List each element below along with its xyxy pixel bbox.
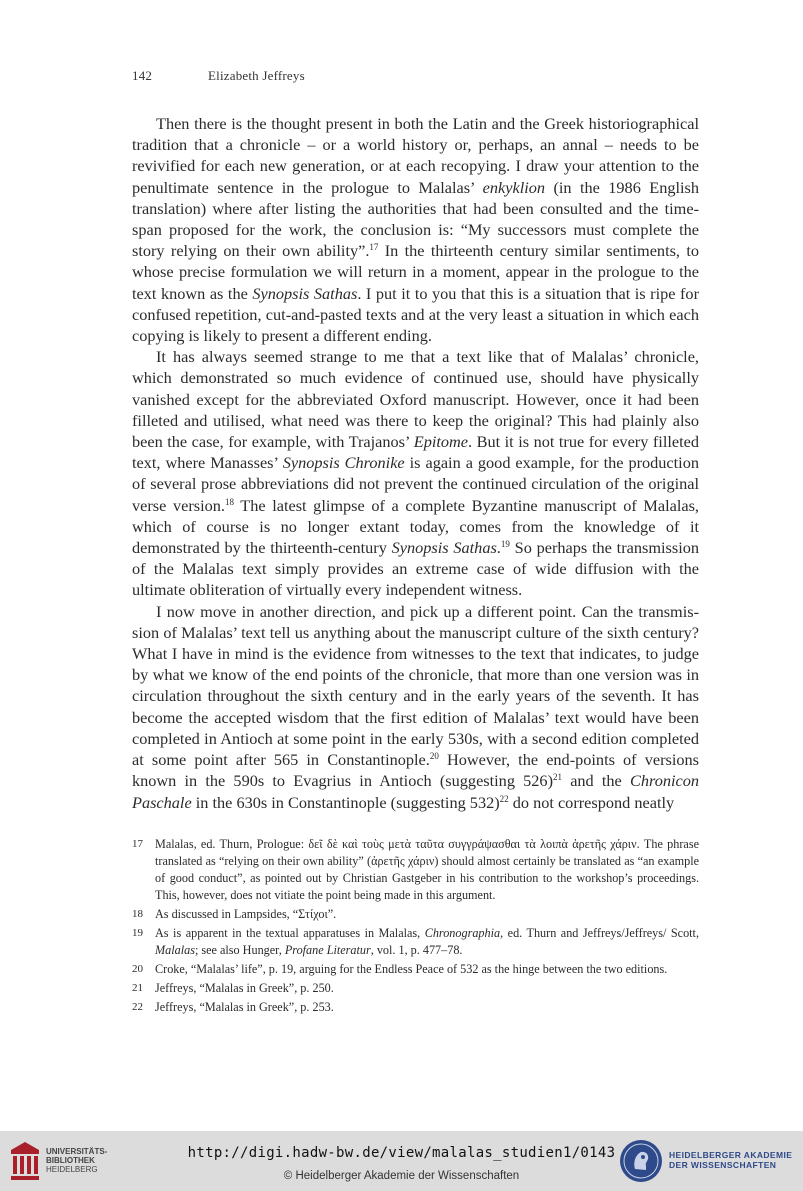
paragraph: [132, 113, 699, 346]
text-run: As discussed in Lampsides, “Στίχοι”.: [155, 907, 337, 921]
library-line-1: UNIVERSITÄTS-: [46, 1147, 108, 1156]
footnote: [132, 980, 699, 997]
italic-title: enkyklion: [482, 177, 546, 197]
text-run: . But it is not true for every filleted text, where Manasses’: [132, 432, 699, 473]
text-run: .: [496, 538, 501, 558]
paragraph: [132, 346, 699, 600]
footnote: [132, 906, 699, 923]
footnote-ref[interactable]: 22: [499, 793, 509, 804]
text-run: In the thirteenth century similar sentiments, to whose precise formulation we will return in a moment, appear in the prologue to the text known as the: [132, 241, 699, 303]
footnote: [132, 999, 699, 1016]
footnote-ref[interactable]: 19: [500, 539, 510, 550]
library-line-3: HEIDELBERG: [46, 1165, 98, 1174]
text-run: However, the end-points of versions known in the 590s to Evagrius in Antioch (suggesting 526): [132, 750, 699, 791]
text-run: in the 630s in Constantinople (suggesting 532): [191, 792, 500, 812]
text-run: The latest glimpse of a complete Byzantine manuscript of Malalas, which of course is no longer extant today, comes from the knowledge of it demonstrated by the thirteenth-century: [132, 495, 699, 558]
italic-title: Chronicon Paschale: [132, 771, 700, 812]
text-run: , vol. 1, p. 477–78.: [370, 943, 463, 957]
footnote-number: 21: [132, 982, 143, 994]
footnote-ref[interactable]: 17: [369, 242, 379, 253]
footnote-number: 17: [132, 838, 143, 850]
text-run: As is apparent in the textual apparatuses in Malalas,: [155, 926, 425, 940]
body-text: [132, 113, 699, 813]
library-line-2: BIBLIOTHEK: [46, 1156, 95, 1165]
italic-title: Synopsis Sathas: [252, 283, 358, 303]
footnote-number: 22: [132, 1001, 143, 1013]
copyright-notice: © Heidelberger Akademie der Wissenschaften: [283, 1170, 520, 1182]
text-run: So perhaps the transmission of the Malalas text simply provides an extreme case of wide diffusion with the ultimate obliteration of virtually every independent witness.: [132, 538, 699, 600]
academy-name: [669, 1150, 792, 1170]
footnote: [132, 925, 699, 959]
text-run: (in the 1986 English translation) where after listing the authorities that had been consulted and the time-span proposed for the work, the conclusion is: “My successors must complete the story relying on their own ability”.: [132, 177, 699, 261]
footnote-ref[interactable]: 21: [553, 772, 562, 783]
text-run: I now move in another direction, and pick up a different point. Can the transmission of Malalas’ text tell us anything about the manuscript culture of the sixth century? What I have in mind is the evidence from witnesses to the text that indicates, to judge by what we know of the end points of the chronicle, that more than one version was in circulation throughout the sixth century and in the early years of the seventh. It has become the accepted wisdom that the first edition of Malalas’ text would have been completed in Antioch at some point in the early 530s, with a second edition completed at some point after 565 in Constantinople.: [132, 601, 699, 770]
footnote-number: 18: [132, 908, 143, 920]
footnote-number: 19: [132, 927, 143, 939]
text-run: Jeffreys, “Malalas in Greek”, p. 250.: [155, 981, 334, 995]
page-number: 142: [132, 68, 153, 83]
text-run: do not correspond neatly: [508, 792, 675, 812]
footnotes: [132, 836, 699, 1018]
text-run: It has always seemed strange to me that a text like that of Malalas’ chronicle, which demonstrated so much evidence of continued use, should have physically vanished except for the abbreviated Oxford manuscript. However, once it had been filleted and utilised, what need was there to keep the original? This had plainly also been the case, for example, with Trajanos’: [132, 347, 699, 452]
text-run: Jeffreys, “Malalas in Greek”, p. 253.: [155, 1000, 334, 1014]
italic-title: Synopsis Chronike: [282, 453, 405, 473]
footnote-ref[interactable]: 20: [429, 751, 439, 762]
running-head-author: Elizabeth Jeffreys: [208, 68, 305, 83]
text-run: Malalas, ed. Thurn, Prologue: δεῖ δὲ καὶ τοὺς μετὰ ταῦτα συγγράψασθαι τὰ λοιπὰ ἀρετῆς χάριν. The phrase translated as “relying on their own ability” (ἀρετῆς χάριν) should almost certainly be translated as “an example of good conduct”, as pointed out by Christian Gastgeber in his contribution to the workshop’s proceedings. This, however, does not vitiate the point being made in this argument.: [155, 837, 699, 902]
italic-title: Epitome: [413, 432, 469, 452]
italic-title: Malalas: [155, 943, 195, 957]
text-run: is again a good example, for the production of several prose abbreviations did not prevent the continued circulation of the original verse version.: [132, 453, 699, 515]
text-run: , ed. Thurn and Jeffreys/Jeffreys/ Scott,: [500, 926, 699, 940]
footnote: [132, 836, 699, 904]
academy-line-2: DER WISSENSCHAFTEN: [669, 1160, 777, 1170]
text-run: Then there is the thought present in both the Latin and the Greek historiographical tradition that a chronicle – or a world history or, perhaps, an annal – needs to be revivified for each new generation, or at each recopying. I draw your attention to the penultimate sentence in the prologue to Malalas’: [132, 114, 699, 197]
permalink-url[interactable]: http://digi.hadw-bw.de/view/malalas_studien1/0143: [187, 1145, 616, 1161]
footer-bar: [0, 1131, 803, 1191]
footnote-ref[interactable]: 18: [224, 496, 234, 507]
text-run: . I put it to you that this is a situation that is ripe for confused repetition, cut-and-pasted texts and at the very least a situation in which each copying is likely to present a different ending.: [132, 283, 699, 346]
text-run: Croke, “Malalas’ life”, p. 19, arguing for the Endless Peace of 532 as the hinge between the two editions.: [155, 962, 668, 976]
text-run: and the: [562, 771, 630, 791]
academy-line-1: HEIDELBERGER AKADEMIE: [669, 1150, 793, 1160]
running-head: [132, 68, 305, 84]
footnote: [132, 961, 699, 978]
italic-title: Synopsis Sathas: [391, 538, 497, 558]
text-run: ; see also Hunger,: [194, 943, 285, 957]
footnote-number: 20: [132, 963, 143, 975]
academy-seal-icon[interactable]: [619, 1139, 663, 1183]
italic-title: Chronographia: [424, 926, 501, 940]
paragraph: [132, 601, 699, 813]
italic-title: Profane Literatur: [284, 943, 371, 957]
